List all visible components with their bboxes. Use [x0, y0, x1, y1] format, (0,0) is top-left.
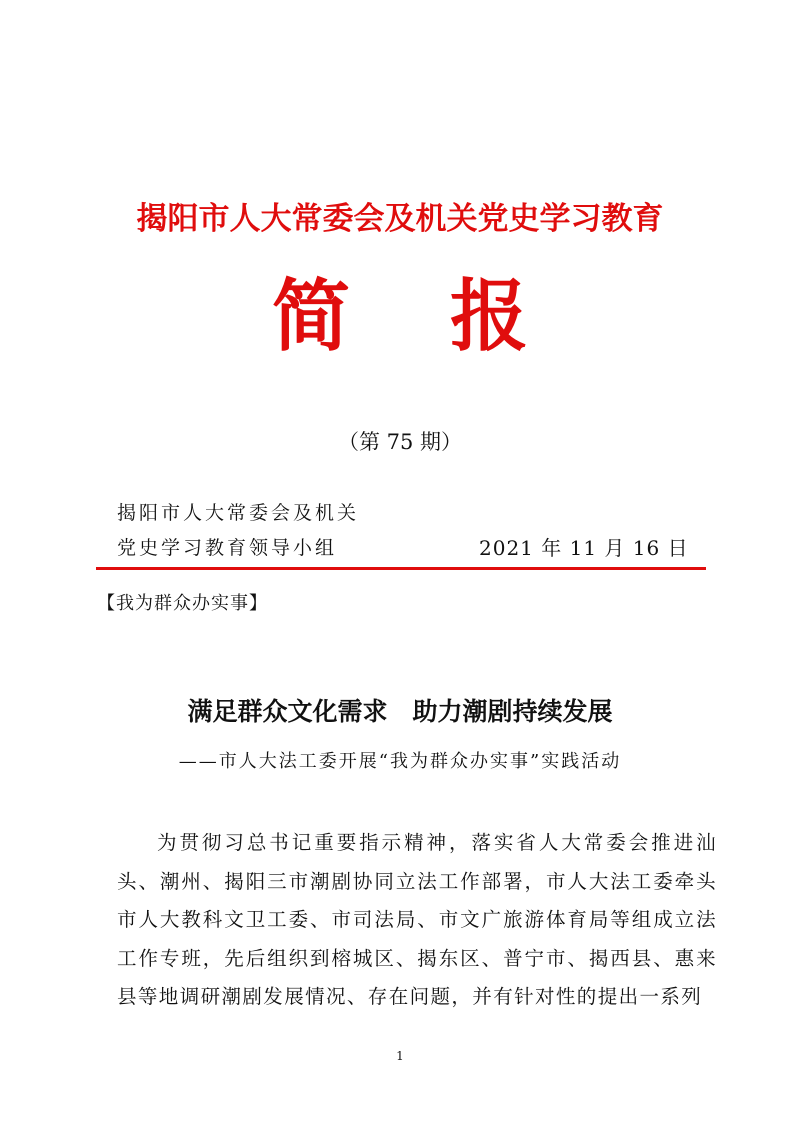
issuer-line-2: 党史学习教育领导小组	[117, 537, 338, 559]
bulletin-doc-type	[0, 272, 800, 362]
issue-number: （第 75 期）	[337, 430, 463, 454]
column-tag: 【我为群众办实事】	[97, 593, 268, 614]
article-subtitle: ——市人大法工委开展“我为群众办实事”实践活动	[178, 751, 622, 772]
issuer-block	[117, 496, 359, 566]
article-title: 满足群众文化需求 助力潮剧持续发展	[187, 697, 613, 726]
doc-type-char-2: 报	[450, 272, 529, 362]
issuer-line-1: 揭阳市人大常委会及机关	[117, 502, 360, 524]
article-body: 为贯彻习总书记重要指示精神，落实省人大常委会推进汕头、潮州、揭阳三市潮剧协同立法工作部署，市人大法工委牵头市人大教科文卫工委、市司法局、市文广旅游体育局等组成立法工作专班，先后组织到榕城区、揭东区、普宁市、揭西县、惠来县等地调研潮剧发展情况、存在问题，并有针对性的提出一系列	[117, 831, 717, 1008]
issue-date: 2021 年 11 月 16 日	[479, 536, 689, 560]
doc-type-char-1: 简	[271, 272, 350, 362]
page-number: 1	[396, 1049, 404, 1063]
bulletin-org-title: 揭阳市人大常委会及机关党史学习教育	[136, 201, 664, 237]
header-divider	[96, 567, 706, 570]
